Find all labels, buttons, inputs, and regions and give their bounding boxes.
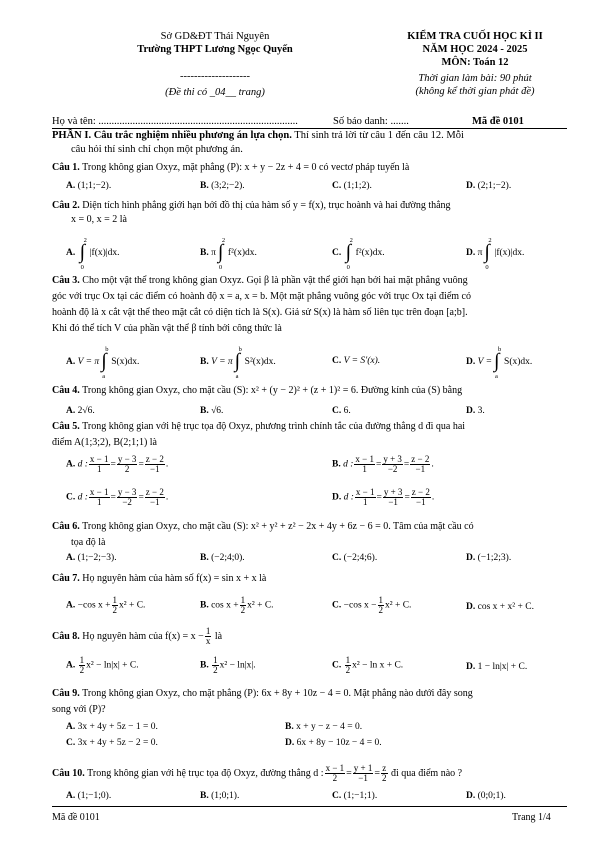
q9-option-c: C. 3x + 4y + 5z − 2 = 0. [66,738,158,748]
footer-rule [52,806,567,807]
divider-dashes: -------------------- [180,71,250,82]
question-5 [52,421,465,433]
question-2-label: Câu 2. [52,200,80,211]
question-6-text: Trong không gian Oxyz, cho mặt cầu (S): x² + y² + z² − 2x + 4y + 6z − 6 = 0. Tâm của mặt cầu có [79,521,474,532]
q8-option-c: C. $\frac{1}{2}$ x² − ln x + C. [332,655,404,675]
question-8-label: Câu 8. [52,630,80,642]
time-limit: Thời gian làm bài: 90 phút [418,73,532,84]
q8-option-d: D. 1 − ln|x| + C. [466,662,528,672]
question-4 [52,385,462,397]
q5-option-a: A. d : $\frac{x - 1}{1}$ = $\frac{y - 3}{2}$ = $\frac{z - 2}{-1}$ . [66,454,169,474]
q9-option-a: A. 3x + 4y + 5z − 1 = 0. [66,722,158,732]
question-5-text-2: điểm A(1;3;2), B(2;1;1) là [52,437,157,448]
q3-option-a: A. V = π b ∫ a S(x)dx. [66,346,140,380]
q6-option-b: B. (−2;4;0). [200,553,245,563]
school-name: Trường THPT Lương Ngọc Quyến [137,44,293,55]
footer-page-number: Trang 1/4 [512,812,551,823]
q9-option-b: B. x + y − z − 4 = 0. [285,722,363,732]
q10-option-a: A. (1;−1;0). [66,791,112,801]
part1-instruction-1: Thí sinh trả lời từ câu 1 đến câu 12. Mỗi [291,130,464,141]
q6-option-d: D. (−1;2;3). [466,553,512,563]
q1-option-d: D. (2;1;−2). [466,181,512,191]
subject: MÔN: Toán 12 [441,57,509,68]
q7-option-c: C. −cos x − $\frac{1}{2}$ x² + C. [332,595,412,615]
question-6 [52,521,474,533]
question-1-text: Trong không gian Oxyz, mặt phẳng (P): x + y − 2z + 4 = 0 có vectơ pháp tuyến là [79,162,410,173]
student-name-field: Họ và tên: ............................................................................ [52,116,298,127]
q3-option-b: B. V = π b ∫ a S²(x)dx. [200,346,276,380]
question-3-label: Câu 3. [52,275,80,286]
question-8: Câu 8. Họ nguyên hàm của f(x) = x − $\frac{1}{x}$ là [52,626,223,646]
question-9 [52,688,473,700]
footer-exam-code: Mã đề 0101 [52,812,100,823]
question-9-label: Câu 9. [52,688,80,699]
candidate-number-field: Số báo danh: ....... [333,116,409,127]
q1-option-c: C. (1;1;2). [332,181,372,191]
question-2-text: Diện tích hình phẳng giới hạn bởi đồ thị của hàm số y = f(x), trục hoành và hai đường thẳng [79,200,451,211]
part1-line1 [52,130,464,142]
question-3-text-4: Khi đó thể tích V của phần vật thể β tính bởi công thức là [52,323,282,334]
question-8-text: Họ nguyên hàm của f(x) = x − [79,630,204,642]
q7-option-a: A. −cos x + $\frac{1}{2}$ x² + C. [66,595,146,615]
question-3-text-2: góc với trục Ox tại các điểm có hoành độ x = a, x = b. Một mặt phẳng vuông góc với trục Ox tại điểm có [52,291,471,302]
time-note: (không kể thời gian phát đề) [415,86,535,97]
q2-option-c: C. 2 ∫ 0 f²(x)dx. [332,237,385,271]
q4-option-a: A. 2√6. [66,406,95,416]
q4-option-b: B. √6. [200,406,224,416]
q3-option-d: D. V = b ∫ a S(x)dx. [466,346,533,380]
question-7 [52,573,266,585]
q3-option-c: C. V = S′(x). [332,356,381,366]
q6-option-a: A. (1;−2;−3). [66,553,117,563]
q10-option-b: B. (1;0;1). [200,791,240,801]
question-7-label: Câu 7. [52,573,80,584]
department-name: Sở GD&ĐT Thái Nguyên [160,31,270,42]
question-4-text: Trong không gian Oxyz, cho mặt cầu (S): x² + (y − 2)² + (z + 1)² = 6. Đường kính của (S) bằng [79,385,463,396]
q10-option-c: C. (1;−1;1). [332,791,378,801]
q6-option-c: C. (−2;4;6). [332,553,378,563]
q10-option-d: D. (0;0;1). [466,791,506,801]
question-2 [52,200,451,212]
question-4-label: Câu 4. [52,385,80,396]
q8-option-a: A. $\frac{1}{2}$ x² − ln|x| + C. [66,655,139,675]
q1-option-a: A. (1;1;−2). [66,181,112,191]
q4-option-d: D. 3. [466,406,485,416]
question-10-label: Câu 10. [52,767,85,779]
question-3-text-3: hoành độ là x cắt vật thể theo mặt cắt có diện tích là S(x). Giả sử S(x) là hàm số liên tục trên đoạn [a;b]. [52,307,468,318]
part1-title: PHẦN I. Câu trắc nghiệm nhiều phương án lựa chọn. [52,130,292,141]
q4-option-c: C. 6. [332,406,351,416]
pages-note: (Đề thi có _04__ trang) [165,87,265,98]
q5-option-b: B. d : $\frac{x - 1}{1}$ = $\frac{y + 3}{-2}$ = $\frac{z - 2}{-1}$ . [332,454,434,474]
header-rule [52,128,567,129]
q2-option-a: A. 2 ∫ 0 |f(x)|dx. [66,237,120,271]
question-9-text: Trong không gian Oxyz, cho mặt phẳng (P): 6x + 8y + 10z − 4 = 0. Mặt phẳng nào dưới đây song [79,688,473,699]
q8-option-b: B. $\frac{1}{2}$ x² − ln|x|. [200,655,256,675]
question-1 [52,162,409,174]
question-9-text-2: song với (P)? [52,704,106,715]
q1-option-b: B. (3;2;−2). [200,181,245,191]
question-3 [52,275,468,287]
q7-option-b: B. cos x + $\frac{1}{2}$ x² + C. [200,595,274,615]
question-1-label: Câu 1. [52,162,80,173]
q2-option-b: B. π 2 ∫ 0 f²(x)dx. [200,237,257,271]
question-5-label: Câu 5. [52,421,80,432]
question-10-text: Trong không gian với hệ trục tọa độ Oxyz, đường thẳng d : [84,767,324,779]
question-5-text: Trong không gian với hệ trục tọa độ Oxyz, phương trình chính tắc của đường thẳng d đi qua hai [79,421,466,432]
question-6-label: Câu 6. [52,521,80,532]
exam-code: Mã đề 0101 [472,116,524,127]
q7-option-d: D. cos x + x² + C. [466,602,534,612]
question-10: Câu 10. Trong không gian với hệ trục tọa độ Oxyz, đường thẳng d : $\frac{x - 1}{2}$ = $\frac{y + 1}{-1}$ = $\frac{z}{2}$ đi qua điểm nào ? [52,763,463,783]
exam-title: KIỂM TRA CUỐI HỌC KÌ II [407,31,543,42]
q2-option-d: D. π 2 ∫ 0 |f(x)|dx. [466,237,525,271]
question-7-text: Họ nguyên hàm của hàm số f(x) = sin x + x là [79,573,267,584]
part1-instruction-2: câu hỏi thí sinh chỉ chọn một phương án. [71,144,243,155]
question-6-text-2: tọa độ là [71,537,106,548]
q9-option-d: D. 6x + 8y − 10z − 4 = 0. [285,738,382,748]
question-3-text-1: Cho một vật thể trong không gian Oxyz. Gọi β là phần vật thể giới hạn bởi hai mặt phẳng vuông [79,275,468,286]
q5-option-d: D. d : $\frac{x - 1}{1}$ = $\frac{y + 3}{-1}$ = $\frac{z - 2}{-1}$ . [332,487,435,507]
question-2-text-2: x = 0, x = 2 là [71,214,127,225]
school-year: NĂM HỌC 2024 - 2025 [422,44,528,55]
q5-option-c: C. d : $\frac{x - 1}{1}$ = $\frac{y - 3}{-2}$ = $\frac{z - 2}{-1}$ . [66,487,169,507]
